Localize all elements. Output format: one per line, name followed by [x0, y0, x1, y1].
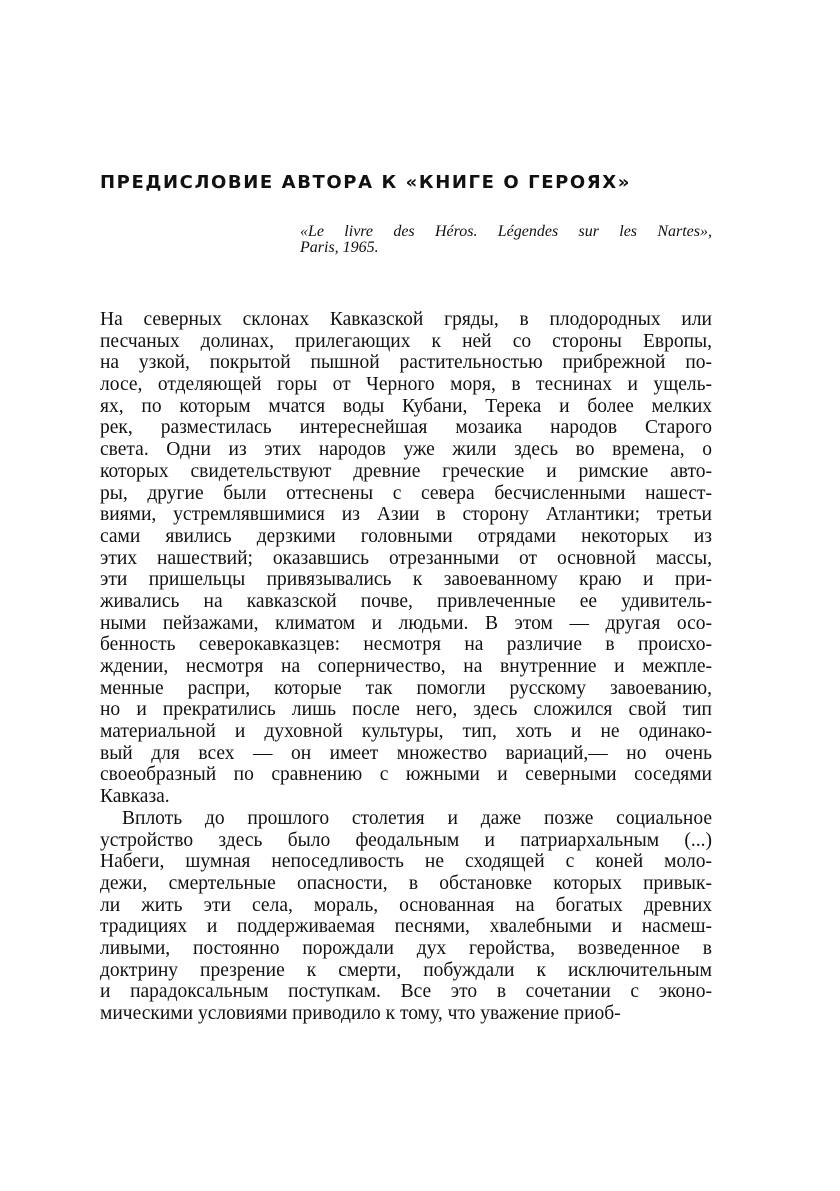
body-text — [100, 309, 712, 1025]
text-line: лосе, отделяющей горы от Черного моря, в теснинах и ущель- — [100, 374, 712, 396]
text-line: ры, другие были оттеснены с севера бесчисленными нашест- — [100, 482, 712, 504]
chapter-title: ПРЕДИСЛОВИЕ АВТОРА К «КНИГЕ О ГЕРОЯХ» — [100, 172, 631, 193]
text-line: виями, устремлявшимися из Азии в сторону Атлантики; третьи — [100, 504, 712, 526]
text-line: бенность северокавказцев: несмотря на различие в происхо- — [100, 634, 712, 656]
text-line: Вплоть до прошлого столетия и даже позже социальное — [122, 807, 712, 829]
text-line: доктрину презрение к смерти, побуждали к исключительным — [100, 959, 712, 981]
text-line: ждении, несмотря на соперничество, на внутренние и межпле- — [100, 656, 712, 677]
text-line: которых свидетельствуют древние греческие и римские авто- — [100, 460, 712, 482]
text-line: устройство здесь было феодальным и патриархальным (...) — [100, 829, 712, 851]
text-line: Кавказа. — [100, 786, 170, 808]
text-line: ливыми, постоянно порождали дух геройства, возведенное в — [100, 937, 712, 959]
text-line: дежи, смертельные опасности, в обстановке которых привык- — [100, 872, 712, 894]
text-line: мическими условиями приводило к тому, что уважение приоб- — [100, 1003, 621, 1024]
text-line: эти пришельцы привязывались к завоеванному краю и при- — [100, 569, 712, 591]
paragraph — [100, 808, 712, 1025]
text-line: вый для всех — он имеет множество вариаций,— но очень — [100, 742, 712, 764]
text-line: традициях и поддерживаемая песнями, хвалебными и насмеш- — [100, 916, 712, 938]
text-line: своеобразный по сравнению с южными и северными соседями — [100, 764, 712, 786]
text-line: менные распри, которые так помогли русскому завоеванию, — [100, 677, 712, 699]
text-line: но и прекратились лишь после него, здесь сложился свой тип — [100, 699, 712, 721]
text-line: ными пейзажами, климатом и людьми. В этом — другая осо- — [100, 612, 712, 634]
text-line: материальной и духовной культуры, тип, хоть и не одинако- — [100, 721, 712, 743]
epigraph — [300, 224, 712, 256]
text-line: Набеги, шумная непоседливость не сходящей с коней моло- — [100, 851, 712, 873]
text-line: и парадоксальным поступкам. Все это в сочетании с эконо- — [100, 981, 712, 1003]
text-line: ях, по которым мчатся воды Кубани, Терека и более мелких — [100, 395, 712, 417]
text-line: на узкой, покрытой пышной растительностью прибрежной по- — [100, 352, 712, 374]
text-line: рек, разместилась интереснейшая мозаика народов Старого — [100, 417, 712, 439]
text-line: света. Одни из этих народов уже жили здесь во времена, о — [100, 439, 712, 461]
text-line: живались на кавказской почве, привлеченные ее удивитель- — [100, 590, 712, 612]
text-line: песчаных долинах, прилегающих к ней со стороны Европы, — [100, 330, 712, 352]
text-line: сами явились дерзкими головными отрядами некоторых из — [100, 525, 712, 547]
epigraph-line: Paris, 1965. — [300, 239, 379, 256]
text-line: этих нашествий; оказавшись отрезанными от основной массы, — [100, 547, 712, 569]
paragraph — [100, 309, 712, 808]
text-line: ли жить эти села, мораль, основанная на богатых древних — [100, 894, 712, 916]
epigraph-line: «Le livre des Héros. Légendes sur les Nartes», — [300, 223, 712, 240]
text-line: На северных склонах Кавказской гряды, в плодородных или — [100, 309, 712, 330]
